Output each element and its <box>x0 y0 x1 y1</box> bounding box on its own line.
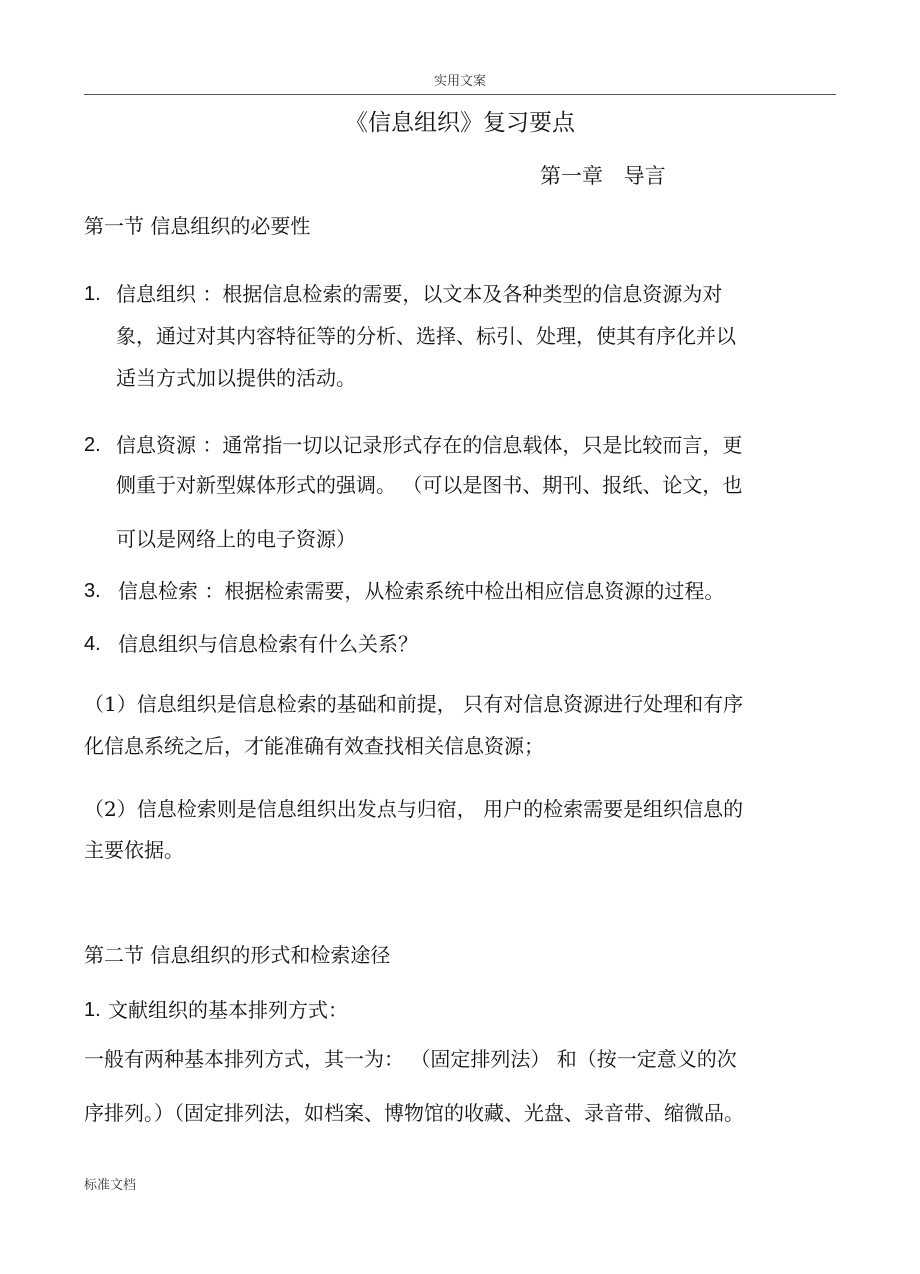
point-1-line-1: （1）信息组织是信息检索的基础和前提， 只有对信息资源进行处理和有序 <box>84 692 744 716</box>
item-number-5: 1. <box>84 999 101 1021</box>
paragraph-line-1: 一般有两种基本排列方式，其一为： （固定排列法） 和（按一定意义的次 <box>84 1047 737 1071</box>
item-2-line-1: 信息资源 ：通常指一切以记录形式存在的信息载体，只是比较而言，更 <box>116 433 743 457</box>
item-2-line-3: 可以是网络上的电子资源） <box>116 527 356 551</box>
item-3-line-1: 信息检索 ：根据检索需要，从检索系统中检出相应信息资源的过程。 <box>118 579 725 603</box>
page-footer: 标准文档 <box>84 1178 137 1193</box>
item-number-1: 1. <box>84 283 101 305</box>
point-2-line-2: 主要依据。 <box>84 838 184 862</box>
item-number-2: 2. <box>84 434 101 456</box>
document-title: 《信息组织》复习要点 <box>345 110 575 136</box>
paragraph-line-2: 序排列。）（固定排列法，如档案、博物馆的收藏、光盘、录音带、缩微品。 <box>84 1101 744 1125</box>
item-1-line-2: 象，通过对其内容特征等的分析、选择、标引、处理，使其有序化并以 <box>116 324 736 348</box>
item-1-line-3: 适当方式加以提供的活动。 <box>116 366 356 390</box>
item-2-line-2: 侧重于对新型媒体形式的强调。 （可以是图书、期刊、报纸、论文，也 <box>116 473 743 497</box>
item-4-line-1: 信息组织与信息检索有什么关系？ <box>118 632 418 656</box>
point-2-line-1: （2）信息检索则是信息组织出发点与归宿， 用户的检索需要是组织信息的 <box>84 797 744 821</box>
header-rule <box>84 94 836 95</box>
item-5-line-1: 文献组织的基本排列方式： <box>108 998 348 1022</box>
item-1-line-1: 信息组织 ：根据信息检索的需要，以文本及各种类型的信息资源为对 <box>116 282 723 306</box>
page-header: 实用文案 <box>433 74 486 89</box>
point-1-line-2: 化信息系统之后，才能准确有效查找相关信息资源； <box>84 734 544 758</box>
item-number-3: 3. <box>84 580 101 602</box>
section-heading-1: 第一节 信息组织的必要性 <box>84 214 311 238</box>
item-number-4: 4. <box>84 633 101 655</box>
section-heading-2: 第二节 信息组织的形式和检索途径 <box>84 943 391 967</box>
chapter-heading: 第一章 导言 <box>540 164 666 188</box>
